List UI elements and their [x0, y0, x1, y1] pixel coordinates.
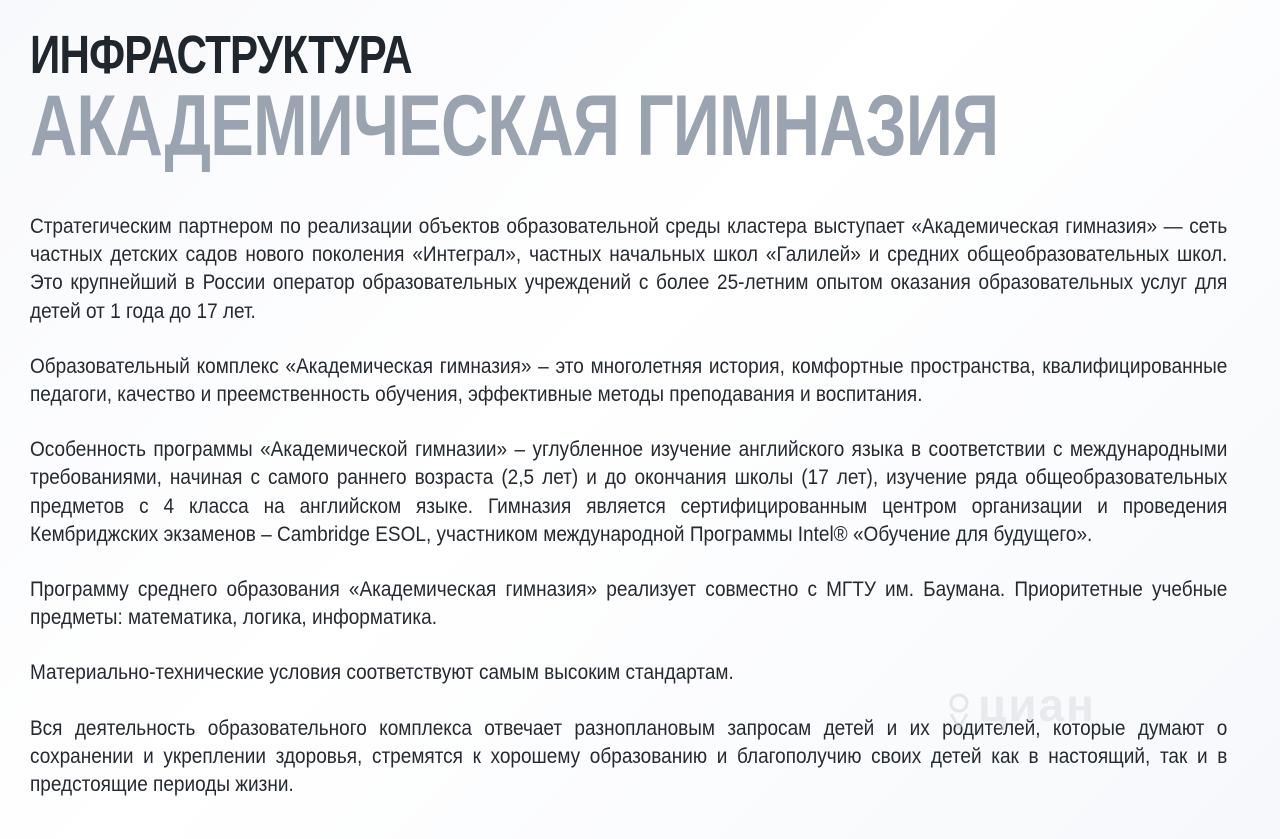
paragraph-secondary: Программу среднего образования «Академическая гимназия» реализует совместно с МГТУ им. Баумана. Приоритетные учебные предметы: математика, логика, информатика.	[30, 578, 1228, 630]
document-page	[30, 26, 1228, 826]
watermark-text: циан	[978, 679, 1096, 731]
section-title: ИНФРАСТРУКТУРА	[30, 25, 412, 85]
paragraph-complex: Образовательный комплекс «Академическая гимназия» – это многолетняя история, комфортные пространства, квалифицированные педагоги, качество и преемственность обучения, эффективные методы преподавания и воспитания.	[30, 354, 1228, 407]
body-text	[30, 213, 1228, 799]
paragraph-partner: Стратегическим партнером по реализации объектов образовательной среды кластера выступает «Академическая гимназия» — сеть частных детских садов нового поколения «Интеграл», частных начальных школ «Галилей» и средних общеобразовательных школ. Это крупнейший в России оператор образовательных учреждений с более 25-летним опытом оказания образовательных услуг для детей от 1 года до 17 лет.	[30, 215, 1228, 323]
paragraph-conditions: Материально-технические условия соответствуют самым высоким стандартам.	[30, 661, 734, 685]
section-subtitle: АКАДЕМИЧЕСКАЯ ГИМНАЗИЯ	[30, 78, 999, 174]
paragraph-activity: Вся деятельность образовательного комплекса отвечает разноплановым запросам детей и их родителей, которые думают о сохранении и укреплении здоровья, стремятся к хорошему образованию и благополучию своих детей как в настоящий, так и в предстоящие периоды жизни.	[30, 716, 1228, 797]
paragraph-program: Особенность программы «Академической гимназии» – углубленное изучение английского языка в соответствии с международными требованиями, начиная с самого раннего возраста (2,5 лет) и до окончания школы (17 лет), изучение ряда общеобразовательных предметов с 4 класса на английском языке. Гимназия является сертифицированным центром организации и проведения Кембриджских экзаменов – Cambridge ESOL, участником международной Программы Intel® «Обучение для будущего».	[30, 438, 1228, 546]
